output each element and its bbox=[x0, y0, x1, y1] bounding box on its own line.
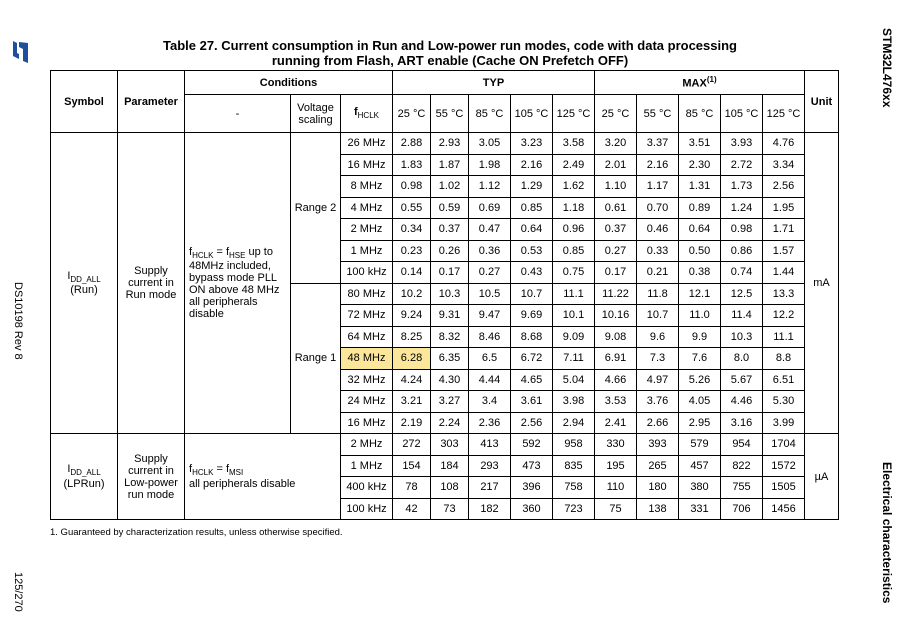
max-value: 0.46 bbox=[637, 219, 679, 241]
max-value: 3.53 bbox=[595, 391, 637, 413]
fhclk-value: 100 kHz bbox=[341, 262, 393, 284]
fhclk-value: 2 MHz bbox=[341, 219, 393, 241]
typ-value: 0.85 bbox=[553, 240, 595, 262]
max-value: 11.1 bbox=[763, 326, 805, 348]
header-typ-temp: 85 °C bbox=[469, 95, 511, 133]
typ-value: 592 bbox=[511, 434, 553, 456]
max-value: 2.95 bbox=[679, 412, 721, 434]
typ-value: 10.3 bbox=[431, 283, 469, 305]
typ-value: 4.65 bbox=[511, 369, 553, 391]
run-symbol-sub: DD_ALL bbox=[70, 275, 101, 285]
run-symbol bbox=[51, 133, 118, 434]
typ-value: 3.58 bbox=[553, 133, 595, 155]
max-value: 5.26 bbox=[679, 369, 721, 391]
max-value: 0.98 bbox=[721, 219, 763, 241]
run-cond-eq: = f bbox=[213, 245, 229, 258]
table-row bbox=[51, 434, 839, 456]
max-value: 0.50 bbox=[679, 240, 721, 262]
header-fhclk-sub: HCLK bbox=[357, 111, 379, 121]
max-value: 3.51 bbox=[679, 133, 721, 155]
max-value: 0.86 bbox=[721, 240, 763, 262]
typ-value: 182 bbox=[469, 498, 511, 520]
fhclk-value: 48 MHz bbox=[341, 348, 393, 370]
max-value: 3.99 bbox=[763, 412, 805, 434]
max-value: 10.7 bbox=[637, 305, 679, 327]
typ-value: 0.59 bbox=[431, 197, 469, 219]
typ-value: 2.94 bbox=[553, 412, 595, 434]
max-value: 1.73 bbox=[721, 176, 763, 198]
typ-value: 0.34 bbox=[393, 219, 431, 241]
typ-value: 78 bbox=[393, 477, 431, 499]
max-value: 0.33 bbox=[637, 240, 679, 262]
max-value: 8.8 bbox=[763, 348, 805, 370]
header-fhclk bbox=[341, 95, 393, 133]
run-symbol-main: I bbox=[67, 269, 71, 282]
typ-value: 11.1 bbox=[553, 283, 595, 305]
lprun-cond-eq: = f bbox=[213, 463, 229, 476]
lprun-symbol-mode: (LPRun) bbox=[63, 477, 105, 490]
lprun-cond-f-sub: HCLK bbox=[192, 468, 214, 478]
max-value: 3.20 bbox=[595, 133, 637, 155]
header-dash: - bbox=[185, 95, 291, 133]
max-value: 265 bbox=[637, 455, 679, 477]
typ-value: 3.23 bbox=[511, 133, 553, 155]
typ-value: 8.46 bbox=[469, 326, 511, 348]
typ-value: 360 bbox=[511, 498, 553, 520]
max-value: 3.76 bbox=[637, 391, 679, 413]
max-value: 10.3 bbox=[721, 326, 763, 348]
typ-value: 217 bbox=[469, 477, 511, 499]
typ-value: 184 bbox=[431, 455, 469, 477]
max-value: 7.3 bbox=[637, 348, 679, 370]
max-value: 954 bbox=[721, 434, 763, 456]
max-value: 6.91 bbox=[595, 348, 637, 370]
fhclk-value: 64 MHz bbox=[341, 326, 393, 348]
typ-value: 0.43 bbox=[511, 262, 553, 284]
max-value: 1704 bbox=[763, 434, 805, 456]
typ-value: 0.53 bbox=[511, 240, 553, 262]
max-value: 4.97 bbox=[637, 369, 679, 391]
max-value: 1456 bbox=[763, 498, 805, 520]
max-value: 0.37 bbox=[595, 219, 637, 241]
fhclk-value: 24 MHz bbox=[341, 391, 393, 413]
header-max-temp: 25 °C bbox=[595, 95, 637, 133]
header-typ-temp: 125 °C bbox=[553, 95, 595, 133]
header-unit: Unit bbox=[805, 71, 839, 133]
header-typ-temp: 55 °C bbox=[431, 95, 469, 133]
max-value: 3.34 bbox=[763, 154, 805, 176]
max-value: 12.1 bbox=[679, 283, 721, 305]
max-value: 10.16 bbox=[595, 305, 637, 327]
max-value: 0.17 bbox=[595, 262, 637, 284]
typ-value: 1.98 bbox=[469, 154, 511, 176]
lprun-cond-rest: all peripherals disable bbox=[189, 477, 296, 490]
typ-value: 2.16 bbox=[511, 154, 553, 176]
fhclk-value: 72 MHz bbox=[341, 305, 393, 327]
typ-value: 1.62 bbox=[553, 176, 595, 198]
lprun-cond-f: f bbox=[189, 463, 193, 476]
max-value: 1.57 bbox=[763, 240, 805, 262]
max-value: 75 bbox=[595, 498, 637, 520]
max-value: 4.76 bbox=[763, 133, 805, 155]
max-value: 2.72 bbox=[721, 154, 763, 176]
fhclk-value: 100 kHz bbox=[341, 498, 393, 520]
typ-value: 0.96 bbox=[553, 219, 595, 241]
typ-value: 1.12 bbox=[469, 176, 511, 198]
fhclk-value: 1 MHz bbox=[341, 455, 393, 477]
footnote: 1. Guaranteed by characterization results, unless otherwise specified. bbox=[50, 527, 343, 538]
typ-value: 3.4 bbox=[469, 391, 511, 413]
max-value: 7.6 bbox=[679, 348, 721, 370]
typ-value: 2.88 bbox=[393, 133, 431, 155]
max-value: 0.61 bbox=[595, 197, 637, 219]
typ-value: 0.23 bbox=[393, 240, 431, 262]
table-title bbox=[90, 38, 810, 68]
max-value: 11.22 bbox=[595, 283, 637, 305]
max-value: 5.30 bbox=[763, 391, 805, 413]
max-value: 11.4 bbox=[721, 305, 763, 327]
typ-value: 6.28 bbox=[393, 348, 431, 370]
typ-value: 0.85 bbox=[511, 197, 553, 219]
typ-value: 413 bbox=[469, 434, 511, 456]
typ-value: 0.36 bbox=[469, 240, 511, 262]
typ-value: 73 bbox=[431, 498, 469, 520]
section-name: Electrical characteristics bbox=[880, 462, 894, 604]
typ-value: 293 bbox=[469, 455, 511, 477]
typ-value: 3.61 bbox=[511, 391, 553, 413]
max-value: 0.74 bbox=[721, 262, 763, 284]
typ-value: 6.72 bbox=[511, 348, 553, 370]
max-value: 2.41 bbox=[595, 412, 637, 434]
header-typ: TYP bbox=[393, 71, 595, 95]
header-max-label: MAX bbox=[682, 77, 707, 90]
typ-value: 9.31 bbox=[431, 305, 469, 327]
typ-value: 10.5 bbox=[469, 283, 511, 305]
fhclk-value: 8 MHz bbox=[341, 176, 393, 198]
typ-value: 10.7 bbox=[511, 283, 553, 305]
typ-value: 272 bbox=[393, 434, 431, 456]
fhclk-value: 26 MHz bbox=[341, 133, 393, 155]
typ-value: 9.69 bbox=[511, 305, 553, 327]
doc-revision: DS10198 Rev 8 bbox=[12, 282, 24, 360]
run-cond-f-sub: HCLK bbox=[192, 251, 214, 261]
typ-value: 9.24 bbox=[393, 305, 431, 327]
max-value: 0.64 bbox=[679, 219, 721, 241]
header-typ-temp: 25 °C bbox=[393, 95, 431, 133]
fhclk-value: 400 kHz bbox=[341, 477, 393, 499]
typ-value: 42 bbox=[393, 498, 431, 520]
typ-value: 6.35 bbox=[431, 348, 469, 370]
header-max-footnote-ref: (1) bbox=[706, 75, 717, 85]
typ-value: 4.30 bbox=[431, 369, 469, 391]
fhclk-value: 4 MHz bbox=[341, 197, 393, 219]
max-value: 6.51 bbox=[763, 369, 805, 391]
lprun-unit: µA bbox=[805, 434, 839, 520]
typ-value: 154 bbox=[393, 455, 431, 477]
max-value: 138 bbox=[637, 498, 679, 520]
max-value: 1.44 bbox=[763, 262, 805, 284]
header-max-temp: 85 °C bbox=[679, 95, 721, 133]
voltage-scaling-range1: Range 1 bbox=[291, 283, 341, 434]
max-value: 0.21 bbox=[637, 262, 679, 284]
typ-value: 0.98 bbox=[393, 176, 431, 198]
typ-value: 10.1 bbox=[553, 305, 595, 327]
max-value: 706 bbox=[721, 498, 763, 520]
header-max-temp: 55 °C bbox=[637, 95, 679, 133]
st-logo-icon bbox=[8, 38, 34, 68]
max-value: 1.31 bbox=[679, 176, 721, 198]
product-name: STM32L476xx bbox=[880, 28, 894, 108]
max-value: 3.93 bbox=[721, 133, 763, 155]
run-condition bbox=[185, 133, 291, 434]
max-value: 2.16 bbox=[637, 154, 679, 176]
typ-value: 3.21 bbox=[393, 391, 431, 413]
run-cond-rest: up to 48MHz included, bypass mode PLL ON above 48 MHz all peripherals disable bbox=[189, 245, 280, 321]
max-value: 393 bbox=[637, 434, 679, 456]
max-value: 3.16 bbox=[721, 412, 763, 434]
lprun-condition bbox=[185, 434, 341, 520]
typ-value: 3.27 bbox=[431, 391, 469, 413]
max-value: 9.08 bbox=[595, 326, 637, 348]
typ-value: 0.14 bbox=[393, 262, 431, 284]
max-value: 195 bbox=[595, 455, 637, 477]
lprun-symbol-sub: DD_ALL bbox=[70, 468, 101, 478]
lprun-symbol bbox=[51, 434, 118, 520]
max-value: 1505 bbox=[763, 477, 805, 499]
fhclk-value: 16 MHz bbox=[341, 154, 393, 176]
typ-value: 7.11 bbox=[553, 348, 595, 370]
max-value: 0.27 bbox=[595, 240, 637, 262]
typ-value: 3.05 bbox=[469, 133, 511, 155]
typ-value: 0.37 bbox=[431, 219, 469, 241]
typ-value: 1.02 bbox=[431, 176, 469, 198]
max-value: 330 bbox=[595, 434, 637, 456]
typ-value: 4.44 bbox=[469, 369, 511, 391]
lprun-parameter: Supply current in Low-power run mode bbox=[118, 434, 185, 520]
header-fhclk-main: f bbox=[353, 106, 358, 119]
header-typ-temp: 105 °C bbox=[511, 95, 553, 133]
typ-value: 9.09 bbox=[553, 326, 595, 348]
fhclk-value: 80 MHz bbox=[341, 283, 393, 305]
run-unit: mA bbox=[805, 133, 839, 434]
typ-value: 1.83 bbox=[393, 154, 431, 176]
max-value: 0.70 bbox=[637, 197, 679, 219]
max-value: 2.30 bbox=[679, 154, 721, 176]
header-max-temp: 105 °C bbox=[721, 95, 763, 133]
typ-value: 0.27 bbox=[469, 262, 511, 284]
typ-value: 473 bbox=[511, 455, 553, 477]
fhclk-value: 2 MHz bbox=[341, 434, 393, 456]
header-conditions: Conditions bbox=[185, 71, 393, 95]
typ-value: 6.5 bbox=[469, 348, 511, 370]
typ-value: 4.24 bbox=[393, 369, 431, 391]
typ-value: 1.29 bbox=[511, 176, 553, 198]
run-cond-hse-sub: HSE bbox=[229, 251, 246, 261]
table-row bbox=[51, 133, 839, 155]
typ-value: 958 bbox=[553, 434, 595, 456]
max-value: 0.38 bbox=[679, 262, 721, 284]
typ-value: 2.24 bbox=[431, 412, 469, 434]
max-value: 8.0 bbox=[721, 348, 763, 370]
fhclk-value: 32 MHz bbox=[341, 369, 393, 391]
typ-value: 2.49 bbox=[553, 154, 595, 176]
typ-value: 2.56 bbox=[511, 412, 553, 434]
max-value: 110 bbox=[595, 477, 637, 499]
header-voltage-scaling: Voltage scaling bbox=[291, 95, 341, 133]
fhclk-value: 1 MHz bbox=[341, 240, 393, 262]
max-value: 0.89 bbox=[679, 197, 721, 219]
typ-value: 835 bbox=[553, 455, 595, 477]
header-max-temp: 125 °C bbox=[763, 95, 805, 133]
run-symbol-mode: (Run) bbox=[70, 284, 98, 297]
typ-value: 0.69 bbox=[469, 197, 511, 219]
max-value: 4.46 bbox=[721, 391, 763, 413]
max-value: 2.01 bbox=[595, 154, 637, 176]
typ-value: 8.25 bbox=[393, 326, 431, 348]
typ-value: 1.87 bbox=[431, 154, 469, 176]
max-value: 2.66 bbox=[637, 412, 679, 434]
typ-value: 8.32 bbox=[431, 326, 469, 348]
table-title-line1: Table 27. Current consumption in Run and Low-power run modes, code with data processing bbox=[163, 38, 737, 53]
max-value: 1.95 bbox=[763, 197, 805, 219]
typ-value: 10.2 bbox=[393, 283, 431, 305]
run-cond-f: f bbox=[189, 245, 193, 258]
max-value: 331 bbox=[679, 498, 721, 520]
typ-value: 0.17 bbox=[431, 262, 469, 284]
max-value: 457 bbox=[679, 455, 721, 477]
max-value: 579 bbox=[679, 434, 721, 456]
typ-value: 5.04 bbox=[553, 369, 595, 391]
max-value: 4.05 bbox=[679, 391, 721, 413]
max-value: 13.3 bbox=[763, 283, 805, 305]
typ-value: 0.55 bbox=[393, 197, 431, 219]
typ-value: 0.47 bbox=[469, 219, 511, 241]
current-consumption-table bbox=[50, 70, 839, 520]
lprun-symbol-main: I bbox=[67, 463, 71, 476]
max-value: 1.10 bbox=[595, 176, 637, 198]
typ-value: 0.26 bbox=[431, 240, 469, 262]
header-max bbox=[595, 71, 805, 95]
typ-value: 2.93 bbox=[431, 133, 469, 155]
max-value: 9.9 bbox=[679, 326, 721, 348]
max-value: 3.37 bbox=[637, 133, 679, 155]
max-value: 5.67 bbox=[721, 369, 763, 391]
fhclk-value: 16 MHz bbox=[341, 412, 393, 434]
max-value: 1572 bbox=[763, 455, 805, 477]
typ-value: 2.19 bbox=[393, 412, 431, 434]
page-number: 125/270 bbox=[12, 572, 24, 612]
max-value: 12.5 bbox=[721, 283, 763, 305]
max-value: 822 bbox=[721, 455, 763, 477]
typ-value: 2.36 bbox=[469, 412, 511, 434]
typ-value: 1.18 bbox=[553, 197, 595, 219]
max-value: 1.24 bbox=[721, 197, 763, 219]
max-value: 2.56 bbox=[763, 176, 805, 198]
max-value: 4.66 bbox=[595, 369, 637, 391]
typ-value: 3.98 bbox=[553, 391, 595, 413]
typ-value: 758 bbox=[553, 477, 595, 499]
max-value: 11.0 bbox=[679, 305, 721, 327]
max-value: 1.17 bbox=[637, 176, 679, 198]
header-parameter: Parameter bbox=[118, 71, 185, 133]
max-value: 9.6 bbox=[637, 326, 679, 348]
max-value: 755 bbox=[721, 477, 763, 499]
typ-value: 303 bbox=[431, 434, 469, 456]
typ-value: 723 bbox=[553, 498, 595, 520]
table-title-line2: running from Flash, ART enable (Cache ON Prefetch OFF) bbox=[271, 53, 629, 68]
run-parameter: Supply current in Run mode bbox=[118, 133, 185, 434]
header-symbol: Symbol bbox=[51, 71, 118, 133]
voltage-scaling-range2: Range 2 bbox=[291, 133, 341, 284]
max-value: 12.2 bbox=[763, 305, 805, 327]
max-value: 1.71 bbox=[763, 219, 805, 241]
typ-value: 108 bbox=[431, 477, 469, 499]
lprun-cond-msi-sub: MSI bbox=[229, 468, 244, 478]
typ-value: 396 bbox=[511, 477, 553, 499]
typ-value: 8.68 bbox=[511, 326, 553, 348]
typ-value: 9.47 bbox=[469, 305, 511, 327]
max-value: 11.8 bbox=[637, 283, 679, 305]
typ-value: 0.64 bbox=[511, 219, 553, 241]
typ-value: 0.75 bbox=[553, 262, 595, 284]
max-value: 180 bbox=[637, 477, 679, 499]
max-value: 380 bbox=[679, 477, 721, 499]
